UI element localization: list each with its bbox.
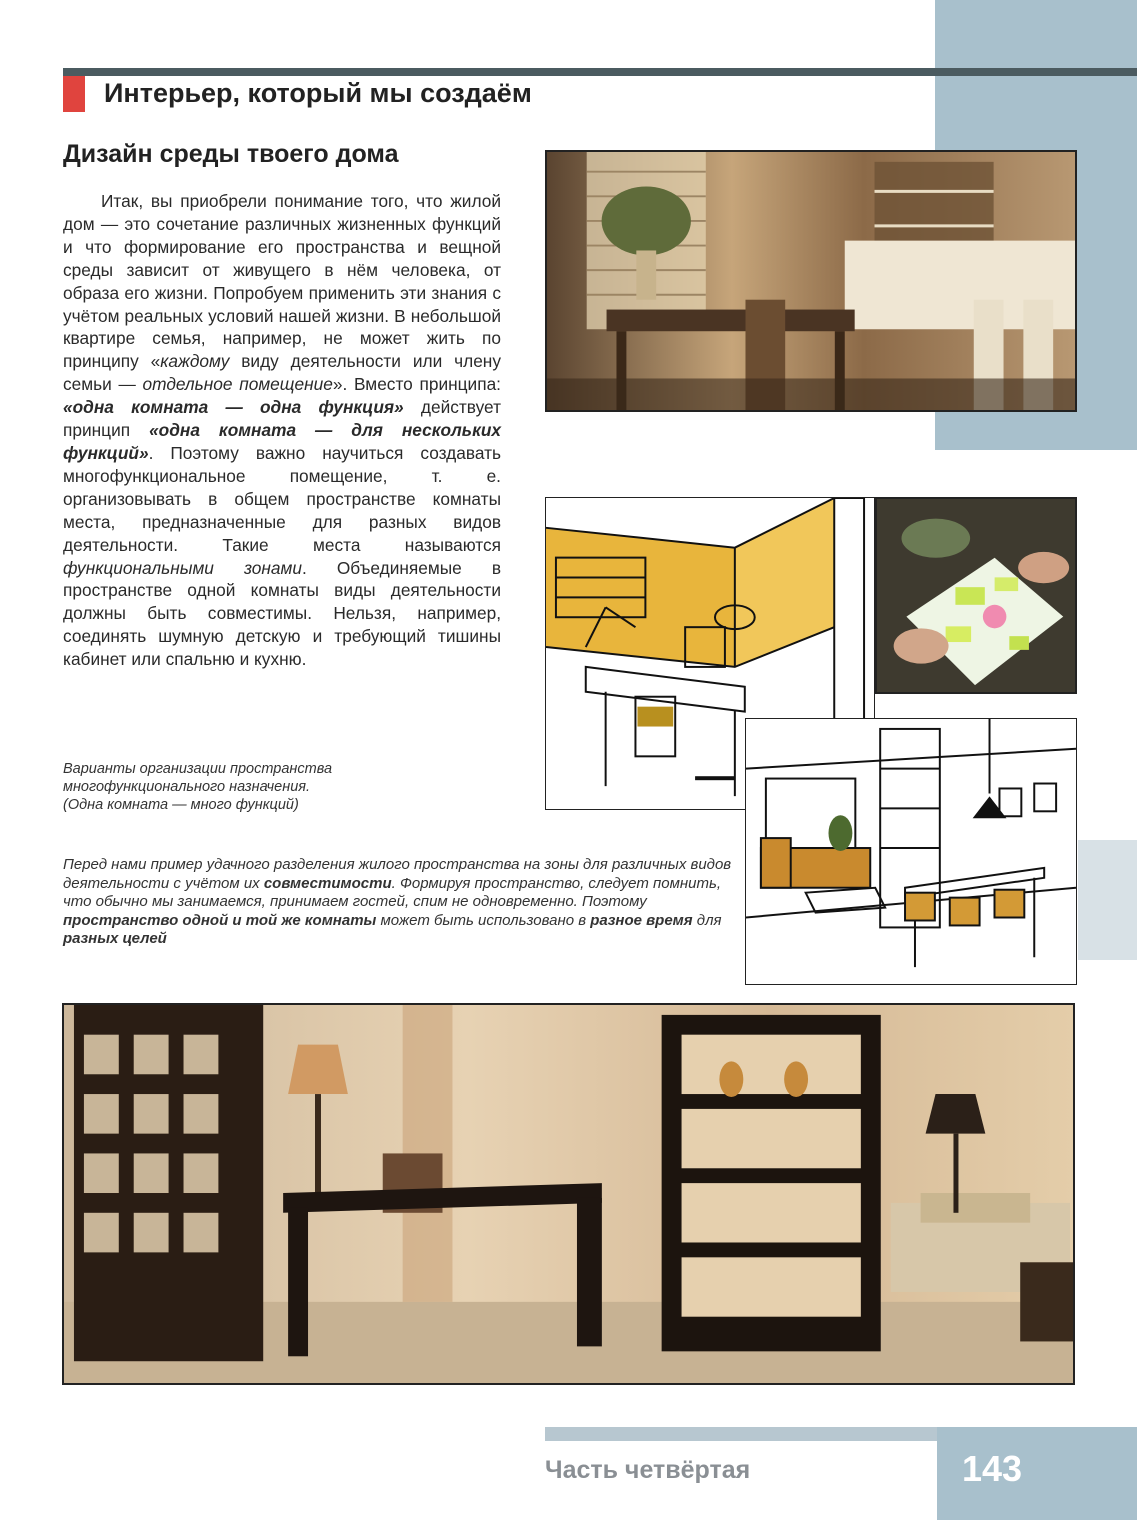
text-run: . Формируя пространство, следует помнить, что обычно мы занимаемся, принимаем гостей, спим не одновременно. Поэтому bbox=[63, 874, 722, 911]
footer-part-label: Часть четвёртая bbox=[545, 1456, 751, 1484]
bold-run: пространство одной и той же комнаты bbox=[63, 911, 377, 929]
living-zone-sketch bbox=[745, 718, 1077, 985]
text-run: . Объединяемые в пространстве одной комнаты виды деятельности должны быть совместимы. Нельзя, например, соединять шумную детскую и требующий тишины кабинет или спальню и кухню. bbox=[63, 557, 501, 670]
caption-variants bbox=[63, 760, 483, 814]
chapter-title: Интерьер, который мы создаём bbox=[104, 78, 532, 108]
bold-run: разных целей bbox=[63, 930, 167, 948]
text-run: Итак, вы приобрели понимание того, что жилой дом — это сочетание различных жизненных функций и что формирование его пространства и вещной среды зависит от живущего в нём человека, от образа его жизни. Попробуем применить эти знания с учётом реальных условий нашей жизни. В небольшой квартире семья, например, не может жить по принципу « bbox=[63, 191, 501, 372]
bold-italic-run: «одна комната — для нескольких функций» bbox=[63, 420, 501, 463]
caption-line: (Одна комната — много функций) bbox=[63, 797, 299, 813]
planning-hands-photo bbox=[875, 497, 1077, 694]
italic-run: функциональными зонами bbox=[63, 557, 302, 578]
italic-run: каждому bbox=[160, 351, 230, 372]
bold-run: разное время bbox=[590, 911, 693, 929]
text-run: Перед нами пример удачного разделения жилого пространства на зоны для различных видов деятельности с учётом их bbox=[63, 856, 732, 892]
bold-run: совместимости bbox=[263, 874, 392, 892]
page-number: 143 bbox=[962, 1448, 1023, 1489]
caption-example bbox=[63, 856, 743, 949]
text-run: действует принцип bbox=[63, 397, 501, 441]
section-title: Дизайн среды твоего дома bbox=[63, 140, 399, 168]
text-run: . Поэтому важно научиться создавать многофункциональное помещение, т. е. организовывать в общем пространстве комнаты места, предназначенные для разных видов деятельности. Такие места называются bbox=[63, 442, 501, 555]
study-living-room-photo bbox=[62, 1003, 1075, 1385]
italic-run: отдельное помещение bbox=[142, 374, 333, 395]
text-run: для bbox=[692, 911, 722, 929]
header-accent-marker bbox=[63, 76, 85, 112]
dining-room-photo bbox=[545, 150, 1077, 412]
text-run: виду деятельности или члену семьи — bbox=[63, 351, 501, 395]
bold-italic-run: «одна комната — одна функция» bbox=[63, 397, 404, 418]
caption-line: Варианты организации пространства bbox=[63, 761, 333, 777]
text-run: ». Вместо принципа: bbox=[332, 374, 501, 395]
side-color-strip bbox=[1078, 840, 1137, 960]
body-paragraph bbox=[63, 190, 501, 671]
header-rule bbox=[63, 68, 1137, 76]
caption-line: многофункционального назначения. bbox=[63, 779, 311, 795]
text-run: может быть использовано в bbox=[376, 911, 591, 929]
